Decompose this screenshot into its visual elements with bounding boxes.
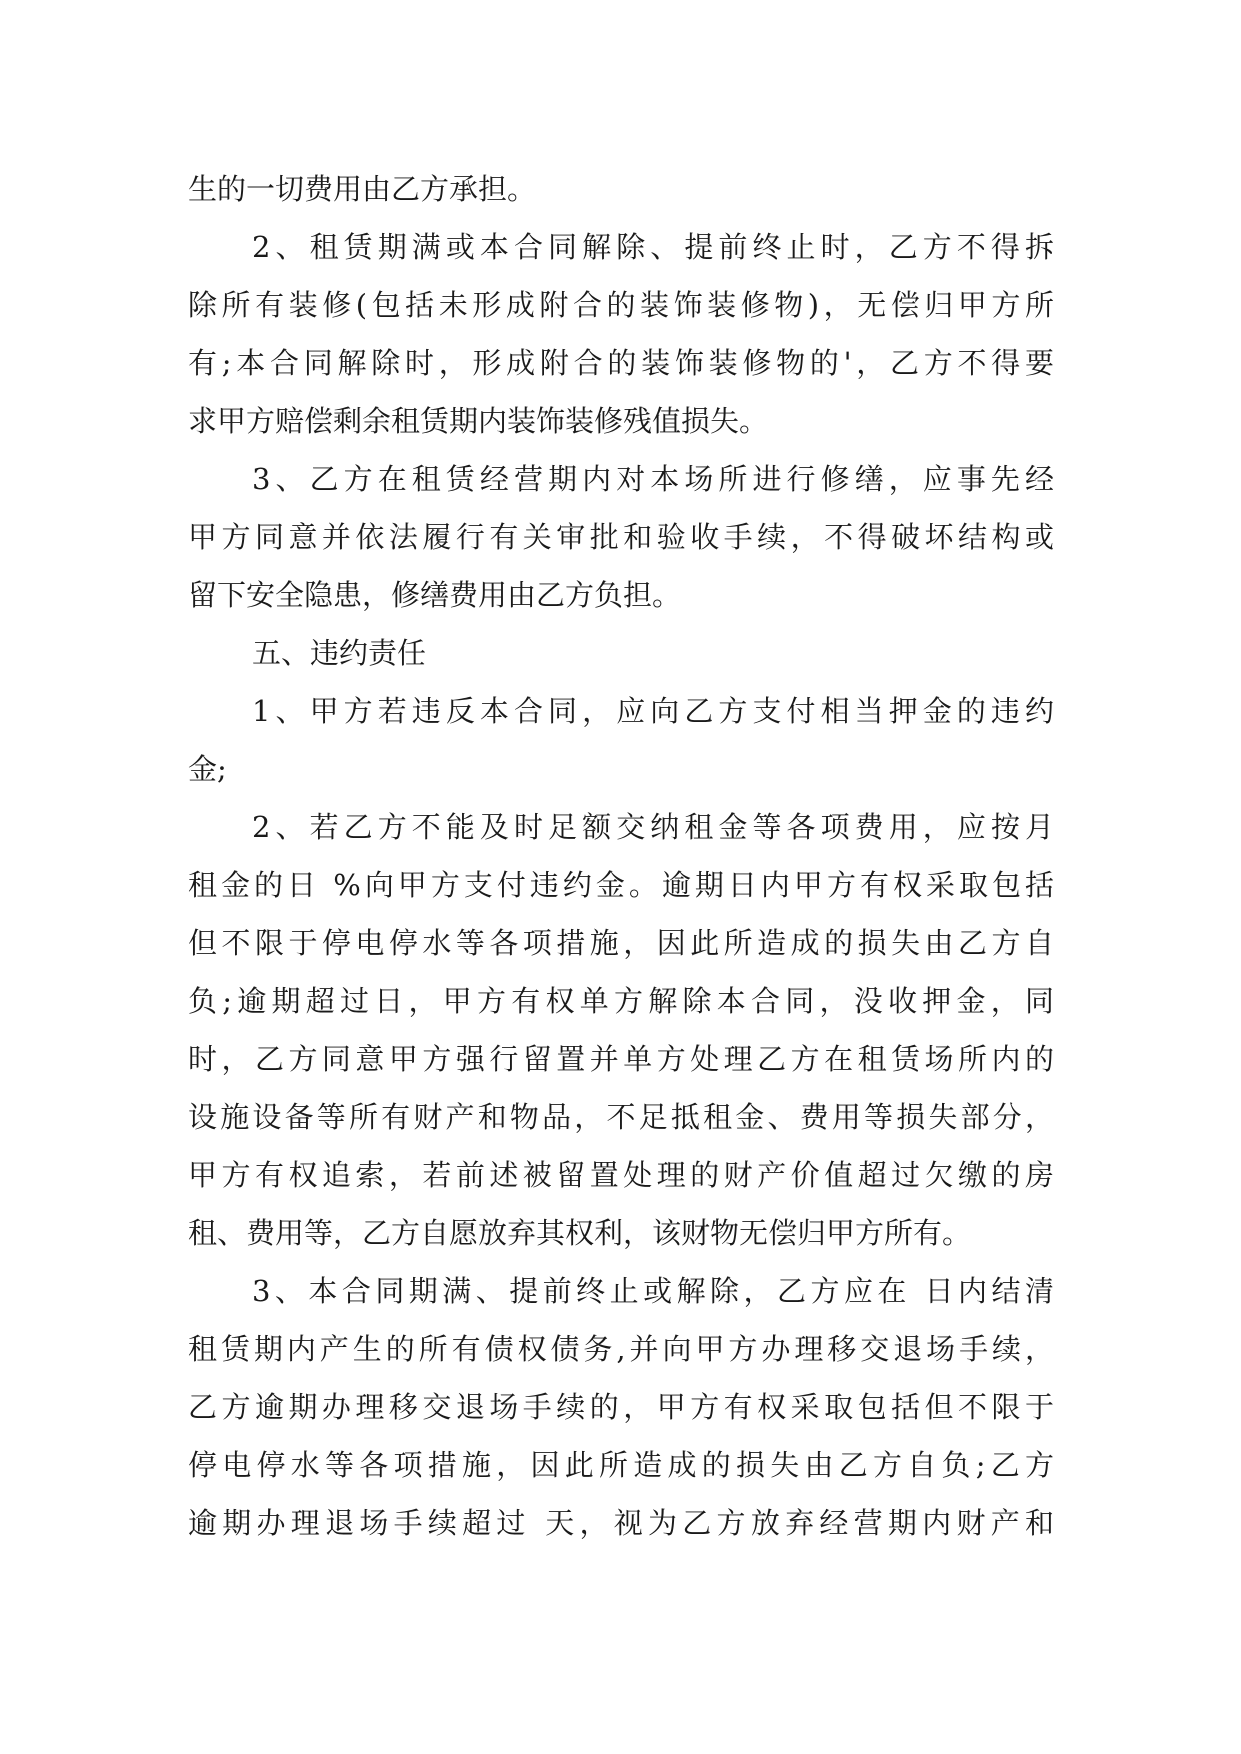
text-line: 但不限于停电停水等各项措施，因此所造成的损失由乙方自 — [188, 926, 1054, 960]
text-line: 除所有装修(包括未形成附合的装饰装修物)，无偿归甲方所 — [188, 288, 1054, 322]
text-line: 生的一切费用由乙方承担。 — [188, 172, 537, 206]
text-line: 甲方同意并依法履行有关审批和验收手续，不得破坏结构或 — [188, 520, 1054, 554]
text-line: 逾期办理退场手续超过 天，视为乙方放弃经营期内财产和 — [188, 1506, 1054, 1540]
text-line: 金; — [188, 752, 227, 786]
section-heading: 五、违约责任 — [252, 636, 427, 670]
text-line: 3、乙方在租赁经营期内对本场所进行修缮，应事先经 — [252, 462, 1054, 496]
document-body — [188, 160, 1054, 1552]
text-line: 甲方有权追索，若前述被留置处理的财产价值超过欠缴的房 — [188, 1158, 1054, 1192]
text-line: 有;本合同解除时，形成附合的装饰装修物的'，乙方不得要 — [188, 346, 1054, 380]
text-line: 2、若乙方不能及时足额交纳租金等各项费用，应按月 — [252, 810, 1054, 844]
text-line: 租金的日 %向甲方支付违约金。逾期日内甲方有权采取包括 — [188, 868, 1054, 902]
text-line: 时，乙方同意甲方强行留置并单方处理乙方在租赁场所内的 — [188, 1042, 1054, 1076]
text-line: 乙方逾期办理移交退场手续的，甲方有权采取包括但不限于 — [188, 1390, 1054, 1424]
text-line: 设施设备等所有财产和物品，不足抵租金、费用等损失部分， — [188, 1100, 1054, 1134]
text-line: 停电停水等各项措施，因此所造成的损失由乙方自负;乙方 — [188, 1448, 1054, 1482]
text-line: 3、本合同期满、提前终止或解除，乙方应在 日内结清 — [252, 1274, 1054, 1308]
text-line: 负;逾期超过日，甲方有权单方解除本合同，没收押金，同 — [188, 984, 1054, 1018]
text-line: 租、费用等，乙方自愿放弃其权利，该财物无偿归甲方所有。 — [188, 1216, 972, 1250]
text-line: 1、甲方若违反本合同，应向乙方支付相当押金的违约 — [252, 694, 1054, 728]
text-line: 求甲方赔偿剩余租赁期内装饰装修残值损失。 — [188, 404, 769, 438]
text-line: 留下安全隐患，修缮费用由乙方负担。 — [188, 578, 682, 612]
text-line: 租赁期内产生的所有债权债务,并向甲方办理移交退场手续， — [188, 1332, 1054, 1366]
text-line: 2、租赁期满或本合同解除、提前终止时，乙方不得拆 — [252, 230, 1054, 264]
